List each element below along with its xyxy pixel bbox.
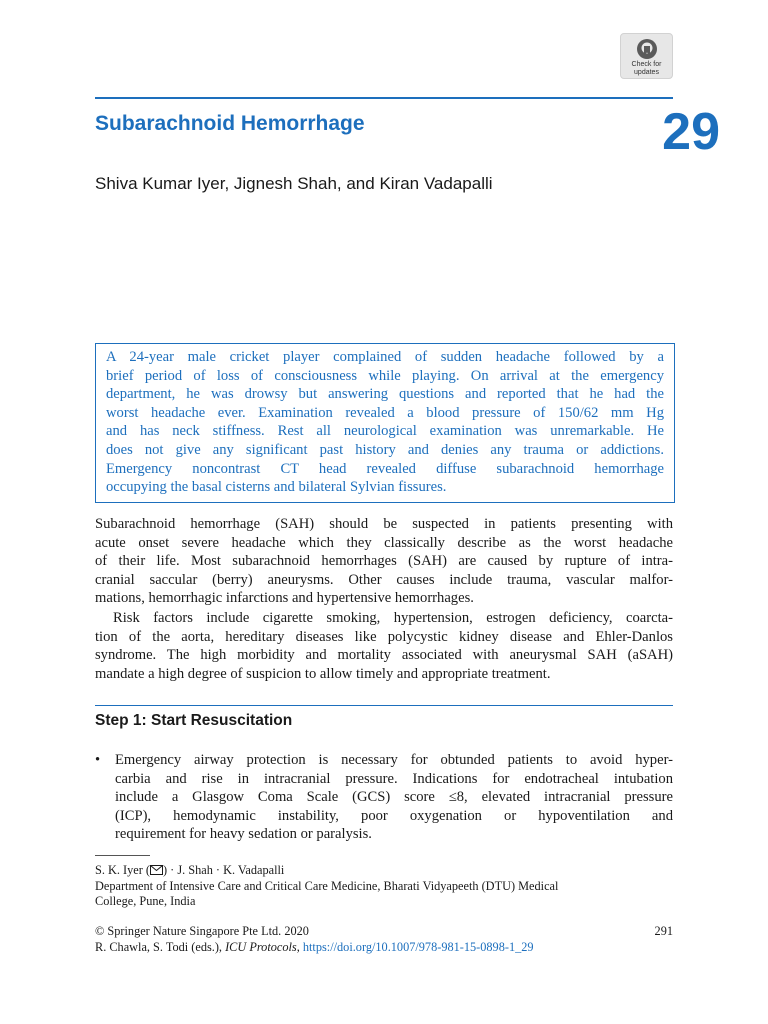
- paragraph-line: syndrome. The high morbidity and mortality associated with aneurysmal SAH (aSAH): [95, 647, 673, 664]
- case-line: does not give any significant past history and denies any trauma or addictions.: [106, 441, 664, 458]
- bullet-line: (ICP), hemodynamic instability, poor oxygenation or hypoventilation and: [115, 807, 673, 824]
- footnote-divider: [95, 855, 150, 856]
- footnote-affiliation-line2: College, Pune, India: [95, 894, 196, 908]
- book-title: ICU Protocols: [225, 940, 297, 954]
- paragraph-line: cranial saccular (berry) aneurysms. Other causes include trauma, vascular malfor-: [95, 571, 673, 588]
- risk-factors-paragraph: [95, 609, 673, 683]
- citation-line: [95, 940, 534, 955]
- chapter-number: 29: [662, 103, 720, 161]
- envelope-icon[interactable]: [150, 864, 163, 879]
- intro-paragraph: [95, 515, 673, 608]
- citation-separator: ,: [296, 940, 303, 954]
- bullet-line: Emergency airway protection is necessary for obtunded patients to avoid hyper-: [115, 752, 673, 768]
- footnote-authors: [95, 863, 284, 879]
- footnote-author-prefix: S. K. Iyer (: [95, 863, 150, 877]
- paragraph-line: tion of the aorta, hereditary diseases like polycystic kidney disease and Ehler-Danlos: [95, 628, 673, 645]
- paragraph-line: mations, hemorrhagic infarctions and hypertensive hemorrhages.: [95, 590, 474, 607]
- case-line: brief period of loss of consciousness while playing. On arrival at the emergency: [106, 367, 664, 384]
- bullet-line: carbia and rise in intracranial pressure. Indications for endotracheal intubation: [115, 770, 673, 787]
- page-number: 291: [654, 924, 673, 938]
- bookmark-ribbon-icon: [636, 38, 658, 60]
- paragraph-line: of their life. Most subarachnoid hemorrhages (SAH) are caused by rupture of intra-: [95, 553, 673, 570]
- bullet-line: requirement for heavy sedation or paralysis.: [115, 826, 372, 843]
- title-divider: [95, 97, 673, 99]
- paragraph-line: Risk factors include cigarette smoking, hypertension, estrogen deficiency, coarcta-: [113, 610, 673, 626]
- bullet-marker: •: [95, 752, 101, 768]
- case-line: worst headache ever. Examination revealed a blood pressure of 150/62 mm Hg: [106, 404, 664, 421]
- check-for-updates-badge[interactable]: [620, 33, 673, 79]
- chapter-authors: Shiva Kumar Iyer, Jignesh Shah, and Kiran Vadapalli: [95, 174, 493, 193]
- bullet-item: [115, 751, 673, 844]
- copyright-line: © Springer Nature Singapore Pte Ltd. 2020: [95, 924, 309, 938]
- doi-link[interactable]: https://doi.org/10.1007/978-981-15-0898-1_29: [302, 940, 534, 954]
- case-line: occupying the basal cisterns and bilateral Sylvian fissures.: [106, 479, 447, 496]
- case-line: department, he was drowsy but answering questions and reported that he had the: [106, 386, 664, 403]
- footnote-author-suffix: ) · J. Shah · K. Vadapalli: [162, 863, 285, 877]
- chapter-title: Subarachnoid Hemorrhage: [95, 112, 365, 135]
- paragraph-line: acute onset severe headache which they classically describe as the worst headache: [95, 534, 673, 551]
- case-line: Emergency noncontrast CT head revealed diffuse subarachnoid hemorrhage: [106, 460, 664, 477]
- case-scenario-box: [95, 343, 675, 503]
- section-divider: [95, 705, 673, 706]
- badge-label-line1: Check for: [631, 61, 662, 68]
- citation-editors: R. Chawla, S. Todi (eds.),: [95, 940, 226, 954]
- case-line: A 24-year male cricket player complained of sudden headache followed by a: [106, 349, 664, 365]
- bullet-line: include a Glasgow Coma Scale (GCS) score ≤8, elevated intracranial pressure: [115, 789, 673, 806]
- case-line: and has neck stiffness. Rest all neurological examination was unremarkable. He: [106, 423, 664, 440]
- paragraph-line: Subarachnoid hemorrhage (SAH) should be suspected in patients presenting with: [95, 516, 673, 532]
- section-heading: Step 1: Start Resuscitation: [95, 712, 293, 729]
- footnote-affiliation-line1: Department of Intensive Care and Critical Care Medicine, Bharati Vidyapeeth (DTU) Medical: [95, 879, 559, 893]
- paragraph-line: mandate a high degree of suspicion to allow timely and appropriate treatment.: [95, 665, 551, 682]
- badge-label-line2: updates: [634, 69, 659, 76]
